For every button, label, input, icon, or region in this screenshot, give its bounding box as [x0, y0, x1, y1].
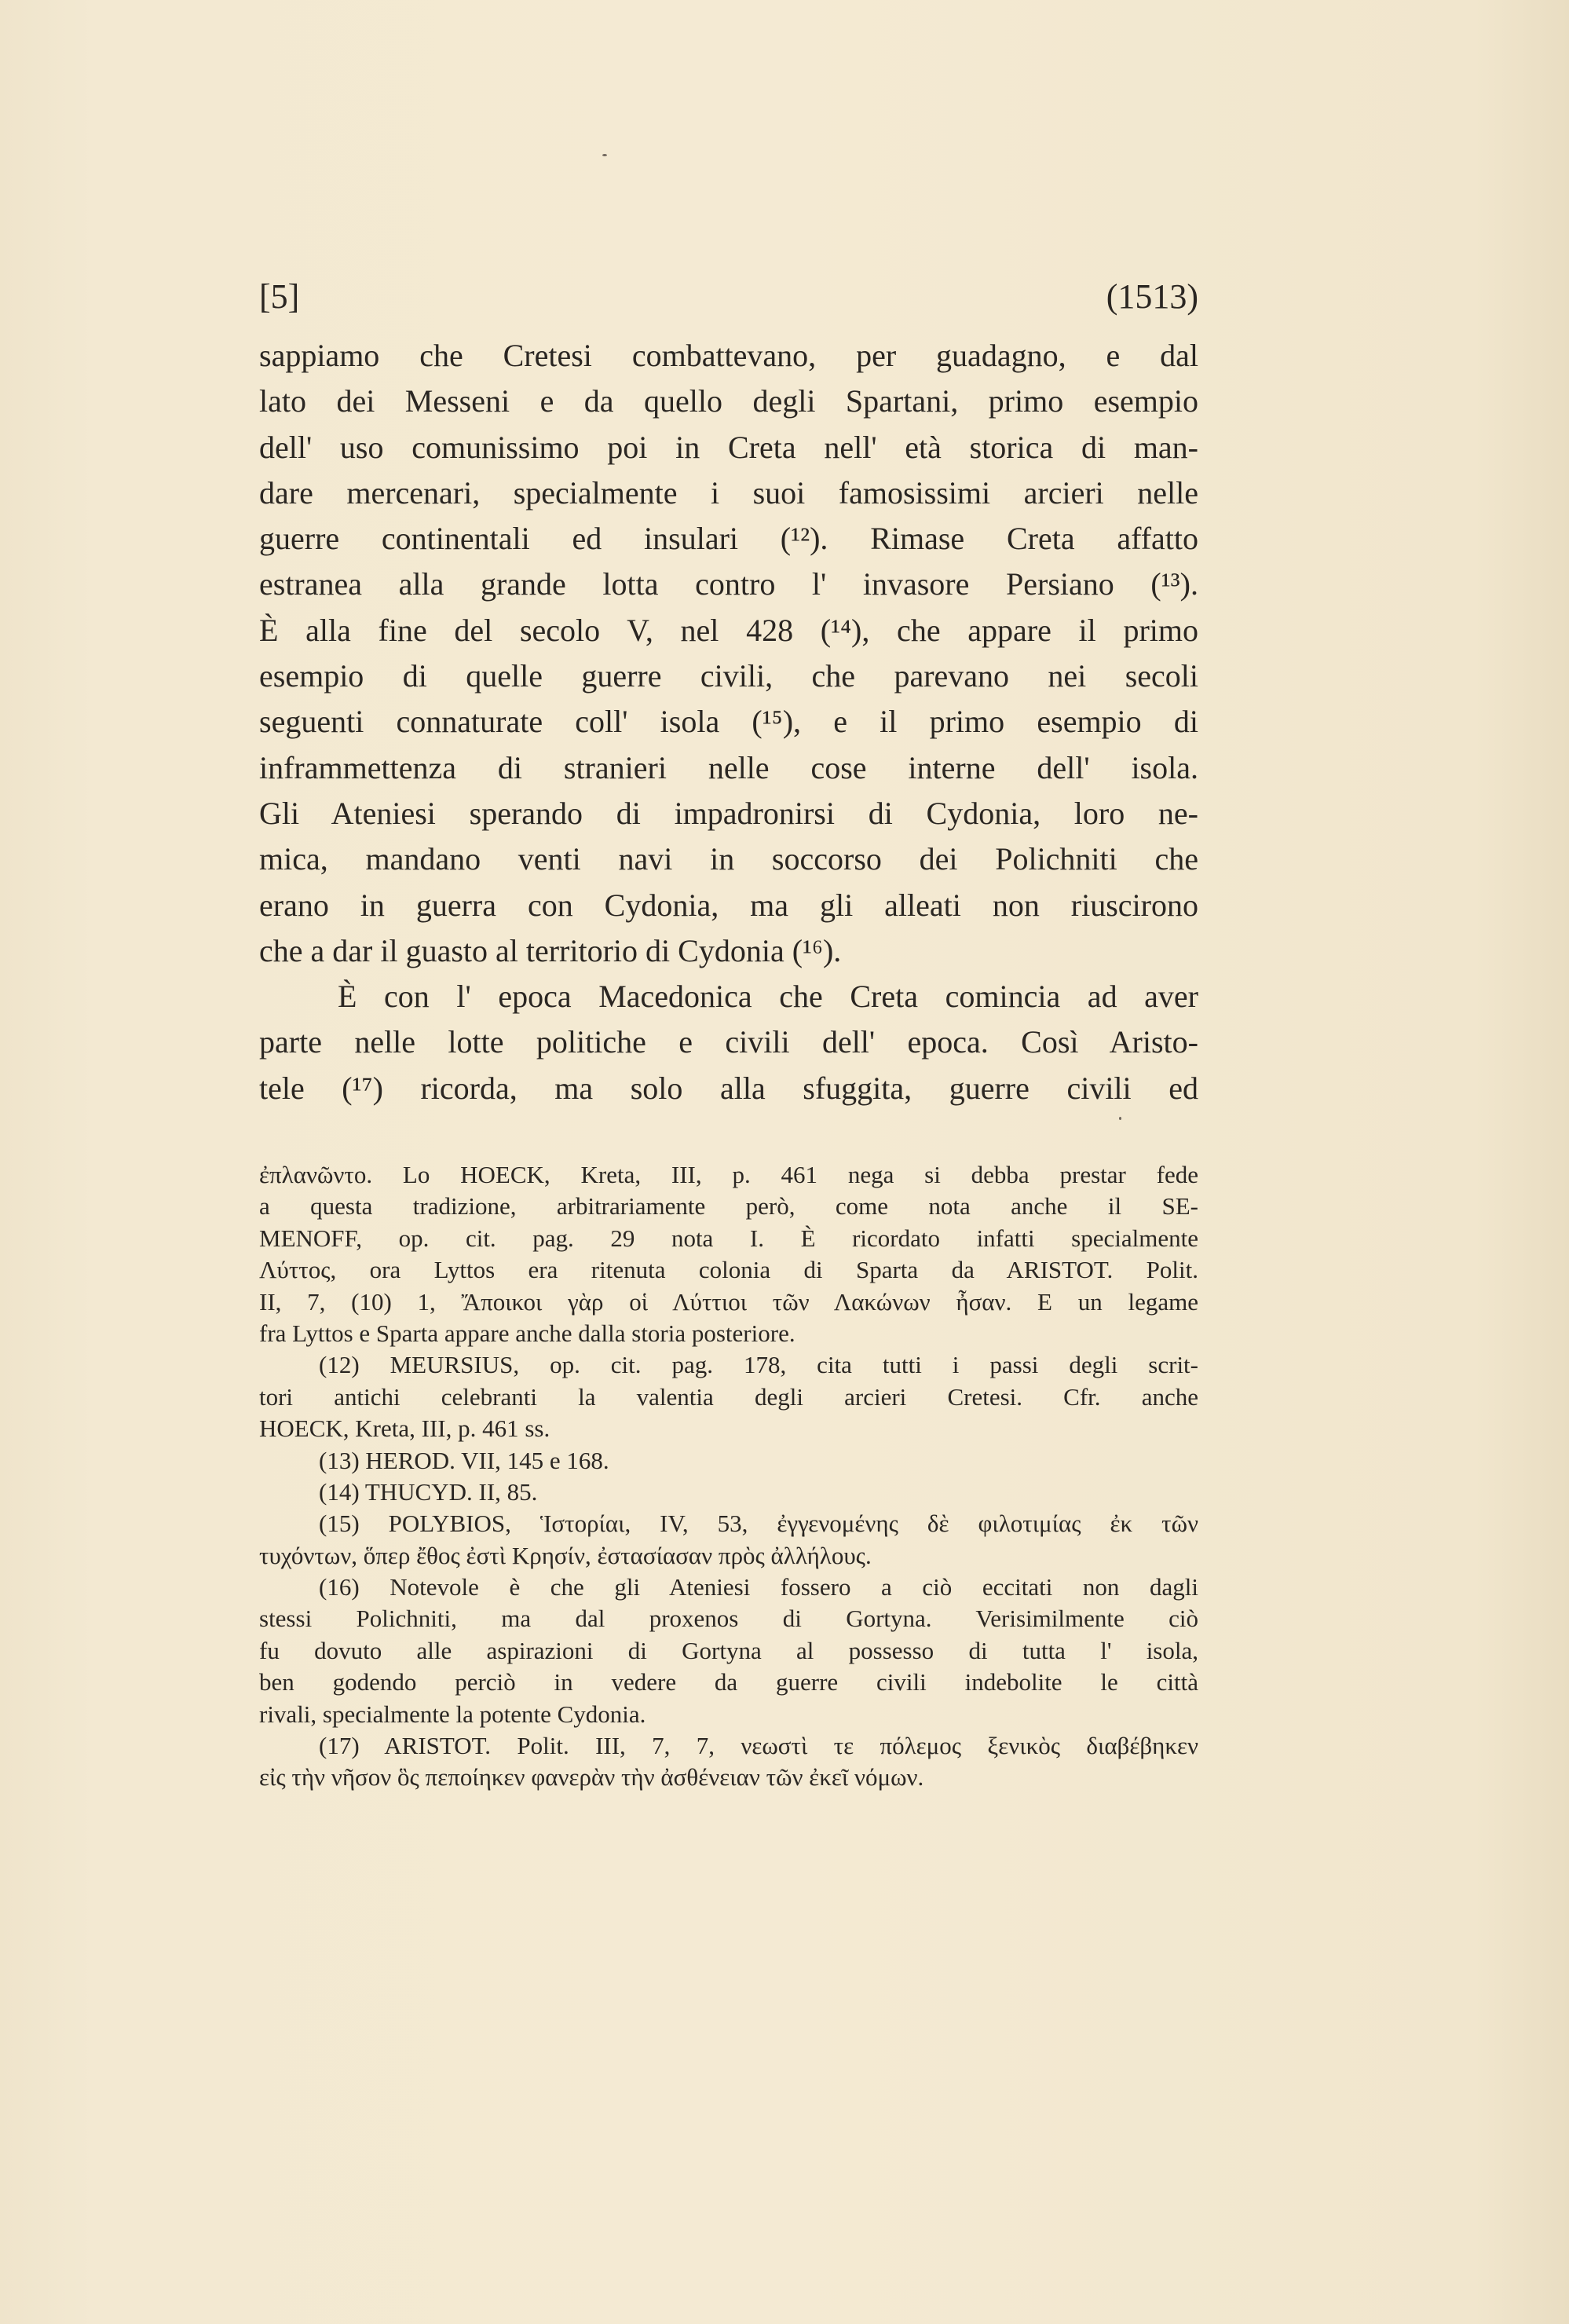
footnote-line: εἰς τὴν νῆσον ὃς πεποίηκεν φανερὰν τὴν ἀσθένειαν τῶν ἐκεῖ νόμων.: [259, 1763, 924, 1791]
text-line: mica, mandano venti navi in soccorso dei Polichniti che: [259, 841, 1198, 877]
footnote-line: (15) POLYBIOS, Ἱστορίαι, IV, 53, ἐγγενομένης δὲ φιλοτιμίας ἐκ τῶν: [319, 1510, 1198, 1538]
page-number-left: [5]: [259, 277, 300, 316]
footnote-line: (16) Notevole è che gli Ateniesi fossero a ciò eccitati non dagli: [319, 1573, 1198, 1601]
footnote-line: (12) MEURSIUS, op. cit. pag. 178, cita tutti i passi degli scrit-: [319, 1351, 1198, 1379]
footnote-line: (17) ARISTOT. Polit. III, 7, 7, νεωστὶ τε πόλεμος ξενικὸς διαβέβηκεν: [319, 1732, 1198, 1760]
text-line: inframmettenza di stranieri nelle cose interne dell' isola.: [259, 749, 1198, 785]
footnote-line: Λύττος, ora Lyttos era ritenuta colonia di Sparta da ARISTOT. Polit.: [259, 1256, 1198, 1284]
text-line: dell' uso comunissimo poi in Creta nell' età storica di man-: [259, 429, 1198, 465]
text-line: guerre continentali ed insulari (¹²). Rimase Creta affatto: [259, 521, 1198, 557]
text-line: seguenti connaturate coll' isola (¹⁵), e il primo esempio di: [259, 704, 1198, 740]
footnote-line: HOECK, Kreta, III, p. 461 ss.: [259, 1415, 550, 1443]
text-line: parte nelle lotte politiche e civili dell' epoca. Così Aristo-: [259, 1024, 1198, 1060]
footnote-line: τυχόντων, ὅπερ ἔθος ἐστὶ Κρησίν, ἐστασίασαν πρὸς ἀλλήλους.: [259, 1541, 872, 1569]
text-line: estranea alla grande lotta contro l' invasore Persiano (¹³).: [259, 566, 1198, 602]
text-line: esempio di quelle guerre civili, che parevano nei secoli: [259, 658, 1198, 694]
footnotes: [259, 1159, 1198, 1794]
text-line: È con l' epoca Macedonica che Creta comincia ad aver: [338, 979, 1198, 1015]
footnote-line: fu dovuto alle aspirazioni di Gortyna al possesso di tutta l' isola,: [259, 1636, 1198, 1664]
footnote-line: rivali, specialmente la potente Cydonia.: [259, 1700, 646, 1728]
footnote-line: II, 7, (10) 1, Ἄποικοι γὰρ οἱ Λύττιοι τῶν Λακώνων ἦσαν. E un legame: [259, 1287, 1198, 1316]
footnote-line: ben godendo perciò in vedere da guerre civili indebolite le città: [259, 1668, 1198, 1696]
running-header: [259, 276, 1198, 328]
text-line: lato dei Messeni e da quello degli Spartani, primo esempio: [259, 383, 1198, 419]
text-line: Gli Ateniesi sperando di impadronirsi di Cydonia, loro ne-: [259, 795, 1198, 831]
footnote-line: (13) HEROD. VII, 145 e 168.: [319, 1446, 609, 1474]
text-line: dare mercenari, specialmente i suoi famosissimi arcieri nelle: [259, 474, 1198, 511]
footnote-line: ἐπλανῶντο. Lo HOECK, Kreta, III, p. 461 nega si debba prestar fede: [259, 1161, 1198, 1188]
text-line: che a dar il guasto al territorio di Cydonia (¹⁶).: [259, 932, 842, 968]
page-number-right: (1513): [1106, 277, 1198, 316]
footnote-line: stessi Polichniti, ma dal proxenos di Gortyna. Verisimilmente ciò: [259, 1605, 1198, 1633]
text-line: erano in guerra con Cydonia, ma gli alleati non riuscirono: [259, 887, 1198, 923]
text-line: È alla fine del secolo V, nel 428 (¹⁴), che appare il primo: [259, 612, 1198, 648]
text-line: sappiamo che Cretesi combattevano, per guadagno, e dal: [259, 338, 1198, 373]
footnote-line: tori antichi celebranti la valentia degli arcieri Cretesi. Cfr. anche: [259, 1382, 1198, 1411]
footnote-line: fra Lyttos e Sparta appare anche dalla storia posteriore.: [259, 1319, 795, 1347]
footnote-line: MENOFF, op. cit. pag. 29 nota I. È ricordato infatti specialmente: [259, 1224, 1198, 1252]
paper-speck: [602, 154, 607, 156]
text-line: tele (¹⁷) ricorda, ma solo alla sfuggita, guerre civili ed: [259, 1070, 1198, 1106]
footnote-line: (14) THUCYD. II, 85.: [319, 1477, 538, 1506]
main-text: [259, 333, 1198, 1111]
footnote-line: a questa tradizione, arbitrariamente però, come nota anche il SE-: [259, 1192, 1198, 1221]
paper-speck: [1119, 1117, 1121, 1120]
